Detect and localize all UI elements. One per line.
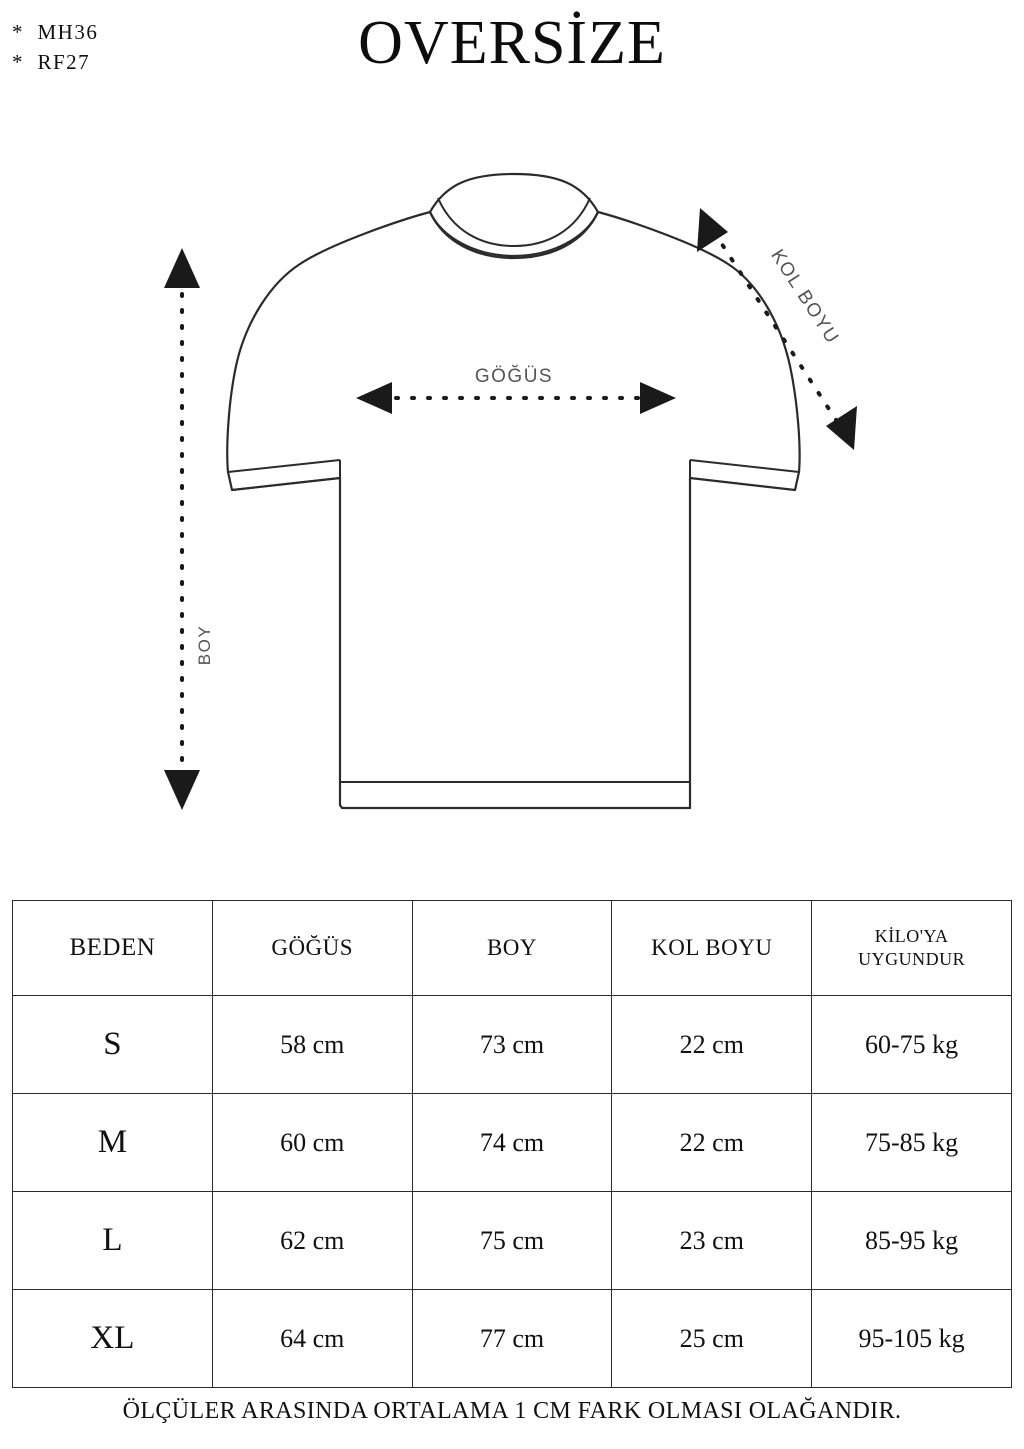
table-row xyxy=(13,1290,1012,1388)
cell-size: M xyxy=(13,1094,213,1192)
cell-chest: 62 cm xyxy=(212,1192,412,1290)
cell-size: L xyxy=(13,1192,213,1290)
tshirt-outline xyxy=(227,212,799,808)
cell-chest: 58 cm xyxy=(212,996,412,1094)
cell-length: 74 cm xyxy=(412,1094,612,1192)
length-label: BOY xyxy=(195,624,214,666)
cell-size: XL xyxy=(13,1290,213,1388)
cell-length: 73 cm xyxy=(412,996,612,1094)
footnote: ÖLÇÜLER ARASINDA ORTALAMA 1 CM FARK OLMASI OLAĞANDIR. xyxy=(122,1398,902,1424)
product-code-2: * RF27 xyxy=(12,49,91,74)
header-kilo-line1: KİLO'YA xyxy=(874,925,949,946)
table-row xyxy=(13,996,1012,1094)
header-kilo-line2: UYGUNDUR xyxy=(858,949,966,969)
cell-sleeve: 22 cm xyxy=(612,996,812,1094)
cell-chest: 60 cm xyxy=(212,1094,412,1192)
chest-label: GÖĞÜS xyxy=(474,366,554,387)
cell-weight: 85-95 kg xyxy=(812,1192,1012,1290)
cell-sleeve: 25 cm xyxy=(612,1290,812,1388)
cell-sleeve: 23 cm xyxy=(612,1192,812,1290)
header-kilo-uygundur xyxy=(812,901,1012,996)
header-kol-boyu: KOL BOYU xyxy=(612,901,812,996)
length-measure-arrow xyxy=(164,248,200,810)
cell-sleeve: 22 cm xyxy=(612,1094,812,1192)
size-chart-table xyxy=(12,900,1012,1388)
table-header-row xyxy=(13,901,1012,996)
collar-top xyxy=(430,174,598,212)
cell-weight: 75-85 kg xyxy=(812,1094,1012,1192)
page-title: OVERSİZE xyxy=(358,9,666,77)
sleeve-label: KOL BOYU xyxy=(766,245,843,349)
cell-weight: 60-75 kg xyxy=(812,996,1012,1094)
header-boy: BOY xyxy=(412,901,612,996)
neckline-inner xyxy=(438,198,590,246)
cell-length: 77 cm xyxy=(412,1290,612,1388)
cell-chest: 64 cm xyxy=(212,1290,412,1388)
table-row xyxy=(13,1192,1012,1290)
header-beden: BEDEN xyxy=(13,901,213,996)
cell-size: S xyxy=(13,996,213,1094)
header-gogus: GÖĞÜS xyxy=(212,901,412,996)
tshirt-measurement-diagram xyxy=(0,160,1024,890)
product-code-1: * MH36 xyxy=(12,20,99,44)
cell-length: 75 cm xyxy=(412,1192,612,1290)
table-row xyxy=(13,1094,1012,1192)
cell-weight: 95-105 kg xyxy=(812,1290,1012,1388)
